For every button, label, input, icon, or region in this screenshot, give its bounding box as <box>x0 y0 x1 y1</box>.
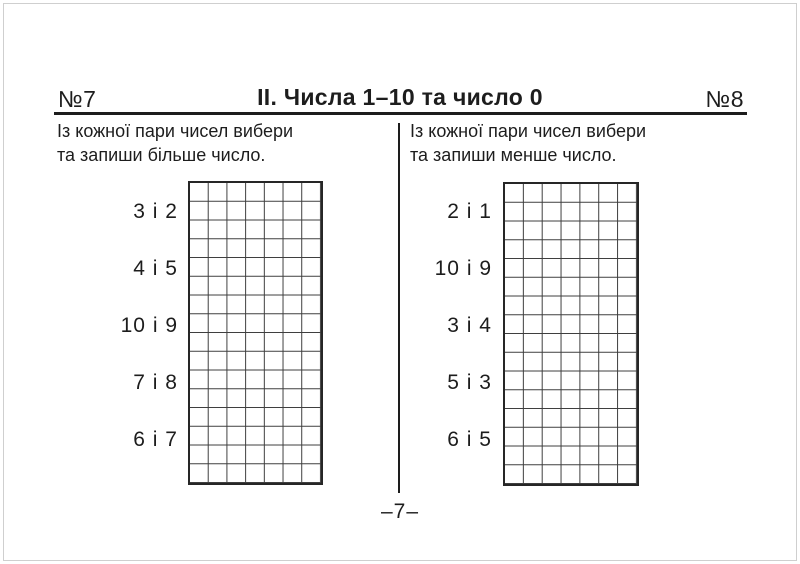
task8-answer-grid <box>503 182 639 486</box>
task7-number-pairs <box>50 183 178 468</box>
number-pair: 6 і 5 <box>447 427 492 451</box>
number-pair: 4 і 5 <box>133 256 178 280</box>
task-number-left: №7 <box>58 86 97 112</box>
task8-instruction <box>410 119 646 167</box>
number-pair: 7 і 8 <box>133 370 178 394</box>
task7-instruction <box>57 119 293 167</box>
number-pair: 6 і 7 <box>133 427 178 451</box>
number-pair: 3 і 2 <box>133 199 178 223</box>
task7-instruction-line1: Із кожної пари чисел вибери <box>57 121 294 141</box>
task8-number-pairs <box>396 183 492 468</box>
number-pair: 5 і 3 <box>447 370 492 394</box>
number-pair: 3 і 4 <box>447 313 492 337</box>
number-pair: 10 і 9 <box>120 313 178 337</box>
section-title: II. Числа 1–10 та число 0 <box>257 84 543 110</box>
page-number: –7– <box>380 500 420 523</box>
task-number-right: №8 <box>705 86 744 112</box>
number-pair: 2 і 1 <box>447 199 492 223</box>
task8-instruction-line1: Із кожної пари чисел вибери <box>410 121 647 141</box>
task7-answer-grid <box>188 181 323 485</box>
header-rule <box>54 112 747 115</box>
number-pair: 10 і 9 <box>434 256 492 280</box>
task8-instruction-line2: та запиши менше число. <box>410 145 617 165</box>
task7-instruction-line2: та запиши більше число. <box>57 145 266 165</box>
